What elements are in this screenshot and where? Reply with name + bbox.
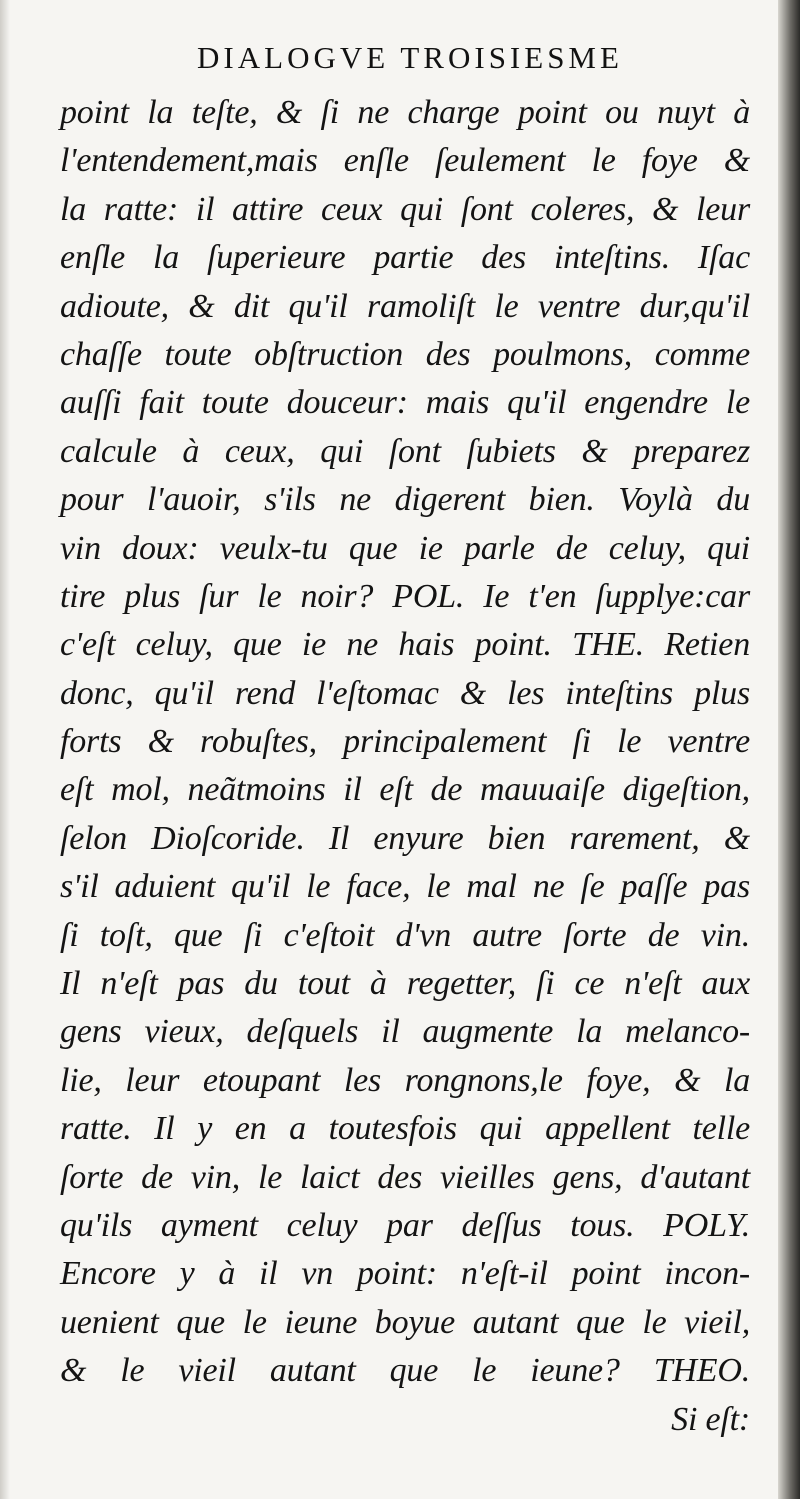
body-text	[60, 89, 750, 1444]
text-line: l'entendement,mais enſle ſeulement le foye &	[60, 142, 750, 180]
page-right-edge	[778, 0, 800, 1499]
text-line: donc, qu'il rend l'eſtomac & les inteſtins plus	[60, 674, 750, 712]
text-line: la ratte: il attire ceux qui ſont coleres, & leur	[60, 190, 750, 228]
text-line: uenient que le ieune boyue autant que le vieil,	[60, 1303, 750, 1341]
text-line: s'il aduient qu'il le face, le mal ne ſe paſſe pas	[60, 868, 750, 906]
text-line: Encore y à il vn point: n'eſt-il point incon-	[60, 1255, 750, 1293]
text-line: ratte. Il y en a toutesfois qui appellent telle	[60, 1110, 750, 1148]
text-line: pour l'auoir, s'ils ne digerent bien. Voylà du	[60, 481, 750, 519]
text-line: calcule à ceux, qui ſont ſubiets & preparez	[60, 432, 750, 470]
text-line: enſle la ſuperieure partie des inteſtins. Iſac	[60, 239, 750, 277]
running-head: DIALOGVE TROISIESME	[197, 40, 623, 75]
text-line: & le vieil autant que le ieune? THEO.	[60, 1352, 750, 1390]
text-line: forts & robuſtes, principalement ſi le ventre	[60, 723, 750, 761]
text-line: chaſſe toute obſtruction des poulmons, comme	[60, 335, 750, 373]
text-line: tire plus ſur le noir? POL. Ie t'en ſupplye:car	[60, 577, 750, 615]
text-line: ſi toſt, que ſi c'eſtoit d'vn autre ſorte de vin.	[60, 916, 750, 954]
text-line: adioute, & dit qu'il ramoliſt le ventre dur,qu'il	[60, 287, 750, 325]
text-line: qu'ils ayment celuy par deſſus tous. POLY.	[60, 1206, 750, 1244]
text-line: vin doux: veulx-tu que ie parle de celuy, qui	[60, 529, 750, 567]
text-line: c'eſt celuy, que ie ne hais point. THE. Retien	[60, 626, 750, 664]
text-line: ſorte de vin, le laict des vieilles gens, d'autant	[60, 1158, 750, 1196]
text-line: eſt mol, neãtmoins il eſt de mauuaiſe digeſtion,	[60, 771, 750, 809]
text-line: point la teſte, & ſi ne charge point ou nuyt à	[60, 94, 750, 131]
text-line: lie, leur etoupant les rongnons,le foye, & la	[60, 1061, 750, 1099]
text-line: gens vieux, deſquels il augmente la melanco-	[60, 1013, 750, 1051]
catchword: Si eſt:	[671, 1400, 750, 1438]
text-line: Il n'eſt pas du tout à regetter, ſi ce n'eſt aux	[60, 965, 750, 1003]
page-left-shadow	[0, 0, 10, 1499]
text-line: auſſi fait toute douceur: mais qu'il engendre le	[60, 384, 750, 422]
text-line: ſelon Dioſcoride. Il enyure bien rarement, &	[60, 819, 750, 857]
